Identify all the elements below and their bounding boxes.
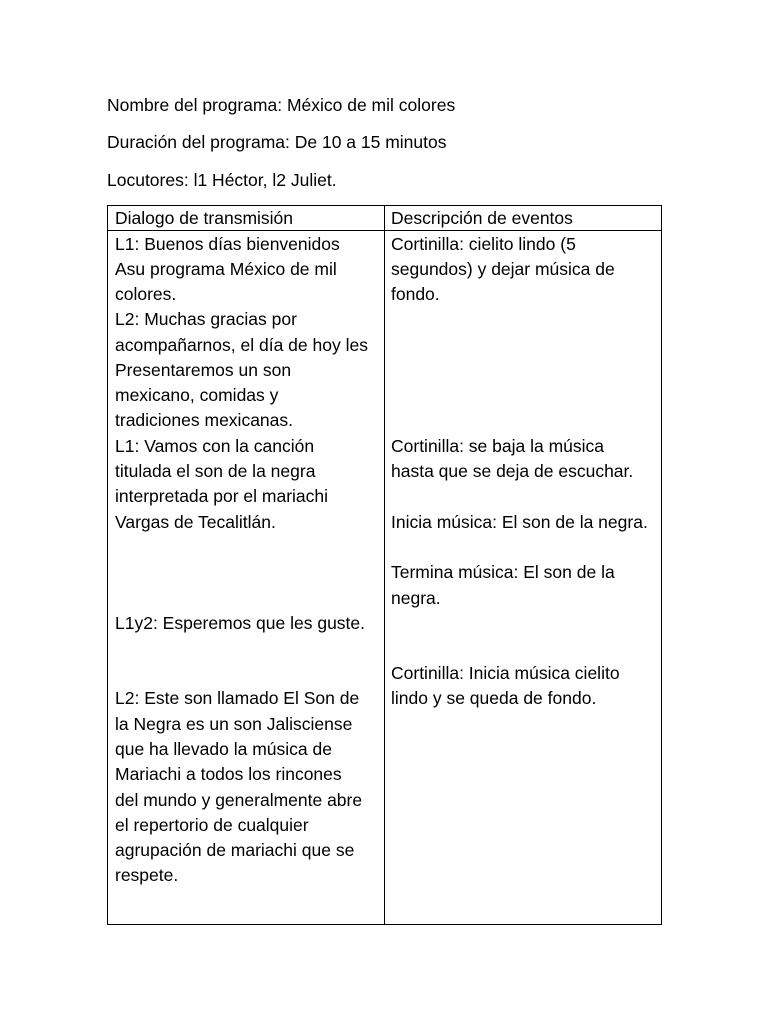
dialog-line: interpretada por el mariachi xyxy=(115,486,329,506)
event-line: Cortinilla: se baja la música xyxy=(391,436,605,456)
event-line: segundos) y dejar música de xyxy=(391,259,615,279)
dialog-line: que ha llevado la música de xyxy=(115,739,332,759)
event-line: fondo. xyxy=(391,284,440,304)
column-divider xyxy=(384,206,385,924)
dialog-line: L1: Vamos con la canción xyxy=(115,436,315,456)
event-line: negra. xyxy=(391,588,441,608)
dialog-line: respete. xyxy=(115,865,179,885)
dialog-line: titulada el son de la negra xyxy=(115,461,316,481)
dialog-line: tradiciones mexicanas. xyxy=(115,410,293,430)
dialog-line: mexicano, comidas y xyxy=(115,385,279,405)
event-line: Termina música: El son de la xyxy=(391,562,615,582)
event-line: hasta que se deja de escuchar. xyxy=(391,461,634,481)
dialog-line: L1y2: Esperemos que les guste. xyxy=(115,613,366,633)
dialog-line: L1: Buenos días bienvenidos xyxy=(115,234,340,254)
dialog-line: la Negra es un son Jalisciense xyxy=(115,714,353,734)
event-line: Inicia música: El son de la negra. xyxy=(391,512,648,532)
dialog-line: L2: Este son llamado El Son de xyxy=(115,688,360,708)
dialog-line: colores. xyxy=(115,284,177,304)
dialog-line: del mundo y generalmente abre xyxy=(115,790,363,810)
column-header-dialog: Dialogo de transmisión xyxy=(115,208,294,228)
dialog-line: el repertorio de cualquier xyxy=(115,815,309,835)
dialog-line: Mariachi a todos los rincones xyxy=(115,764,342,784)
event-line: Cortinilla: cielito lindo (5 xyxy=(391,234,576,254)
dialog-line: Presentaremos un son xyxy=(115,360,292,380)
dialog-line: Vargas de Tecalitlán. xyxy=(115,512,276,532)
program-name: Nombre del programa: México de mil colores xyxy=(107,95,456,115)
dialog-line: Asu programa México de mil xyxy=(115,259,337,279)
event-line: lindo y se queda de fondo. xyxy=(391,688,597,708)
dialog-line: acompañarnos, el día de hoy les xyxy=(115,335,368,355)
program-duration: Duración del programa: De 10 a 15 minutos xyxy=(107,132,447,152)
event-line: Cortinilla: Inicia música cielito xyxy=(391,663,620,683)
script-table xyxy=(107,205,662,925)
column-header-events: Descripción de eventos xyxy=(391,208,573,228)
dialog-line: L2: Muchas gracias por xyxy=(115,309,297,329)
dialog-line: agrupación de mariachi que se xyxy=(115,840,355,860)
program-hosts: Locutores: l1 Héctor, l2 Juliet. xyxy=(107,170,337,190)
